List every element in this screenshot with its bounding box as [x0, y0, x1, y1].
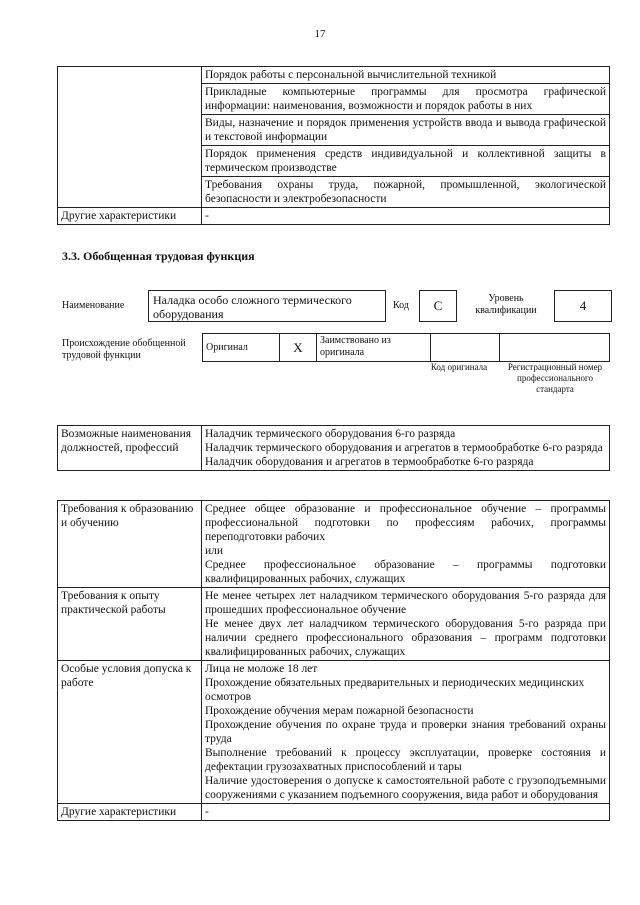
- experience-list: [202, 588, 610, 661]
- registration-caption: Регистрационный номер профессионального стандарта: [507, 362, 603, 394]
- origin-label: Происхождение обобщенной трудовой функции: [62, 338, 186, 361]
- requirements-table: [57, 500, 610, 821]
- empty-label-cell: [58, 67, 202, 208]
- origin-code-caption: Код оригинала: [430, 362, 488, 372]
- level-value-box: [554, 290, 612, 322]
- other-characteristics-label: Другие характеристики: [58, 804, 202, 821]
- education-item: Среднее общее образование и профессиональное обучение – программы профессиональной подготовки по профессиям рабочих, программы переподготовки рабочих: [205, 503, 606, 543]
- code-value-box: [419, 290, 457, 322]
- other-characteristics-value: -: [202, 208, 610, 225]
- level-label: Уровень квалификации: [475, 293, 537, 316]
- education-list: [202, 501, 610, 588]
- position-item: Наладчик термического оборудования 6-го разряда: [205, 428, 456, 440]
- knowledge-list: [202, 67, 610, 208]
- knowledge-item: Прикладные компьютерные программы для просмотра графической информации: наименования, возможности и порядок работы в них: [202, 83, 609, 114]
- code-value: C: [433, 298, 443, 313]
- name-label: Наименование: [62, 300, 125, 311]
- education-item: Среднее профессиональное образование – программы подготовки квалифицированных рабочих, служащих: [205, 559, 606, 585]
- code-label: Код: [393, 300, 409, 311]
- special-condition-item: Прохождение обучения мерам пожарной безопасности: [205, 705, 474, 717]
- education-label: Требования к образованию и обучению: [58, 501, 202, 588]
- special-conditions-list: [202, 661, 610, 804]
- page-number: 17: [314, 28, 326, 40]
- education-item: или: [205, 545, 224, 557]
- position-item: Наладчик оборудования и агрегатов в термообработке 6-го разряда: [205, 456, 534, 468]
- special-condition-item: Наличие удостоверения о допуске к самостоятельной работе с грузоподъемными сооружениями с указанием подъемного сооружения, вида работ и оборудования: [205, 775, 606, 801]
- experience-label: Требования к опыту практической работы: [58, 588, 202, 661]
- section-heading: 3.3. Обобщенная трудовая функция: [62, 249, 255, 263]
- special-conditions-label: Особые условия допуска к работе: [58, 661, 202, 804]
- borrowed-label: Заимствовано из оригинала: [317, 334, 431, 362]
- special-condition-item: Выполнение требований к процессу эксплуатации, проверке состояния и дефектации грузозахватных приспособлений и тары: [205, 747, 606, 773]
- level-value: 4: [579, 298, 587, 313]
- positions-label: Возможные наименования должностей, профессий: [58, 426, 202, 471]
- other-characteristics-value: -: [202, 804, 610, 821]
- positions-list: [202, 426, 610, 471]
- experience-item: Не менее четырех лет наладчиком термического оборудования 5-го разряда для прошедших профессиональное обучение: [205, 590, 606, 616]
- other-characteristics-label: Другие характеристики: [58, 208, 202, 225]
- special-condition-item: Лица не моложе 18 лет: [205, 663, 318, 675]
- name-value: Наладка особо сложного термического оборудования: [153, 293, 352, 321]
- origin-code-cell: [431, 334, 500, 362]
- special-condition-item: Прохождение обязательных предварительных и периодических медицинских осмотров: [205, 677, 585, 703]
- original-label: Оригинал: [203, 334, 280, 362]
- knowledge-table: [57, 66, 610, 225]
- origin-reg-cell: [500, 334, 610, 362]
- origin-table: [202, 333, 610, 362]
- experience-item: Не менее двух лет наладчиком термического оборудования 5-го разряда при наличии среднего профессионального образования – программ подготовки квалифицированных рабочих, служащих: [205, 618, 606, 658]
- name-value-box: [148, 290, 386, 322]
- position-item: Наладчик термического оборудования и агрегатов в термообработке 6-го разряда: [205, 442, 603, 454]
- positions-table: [57, 425, 610, 471]
- knowledge-item: Порядок работы с персональной вычислительной техникой: [205, 69, 497, 81]
- knowledge-item: Виды, назначение и порядок применения устройств ввода и вывода графической и текстовой информации: [202, 114, 609, 145]
- knowledge-item: Порядок применения средств индивидуальной и коллективной защиты в термическом производстве: [202, 145, 609, 176]
- special-condition-item: Прохождение обучения по охране труда и проверки знания требований охраны труда: [205, 719, 606, 745]
- original-mark: X: [280, 334, 317, 362]
- knowledge-item: Требования охраны труда, пожарной, промышленной, экологической безопасности и электробезопасности: [202, 176, 609, 207]
